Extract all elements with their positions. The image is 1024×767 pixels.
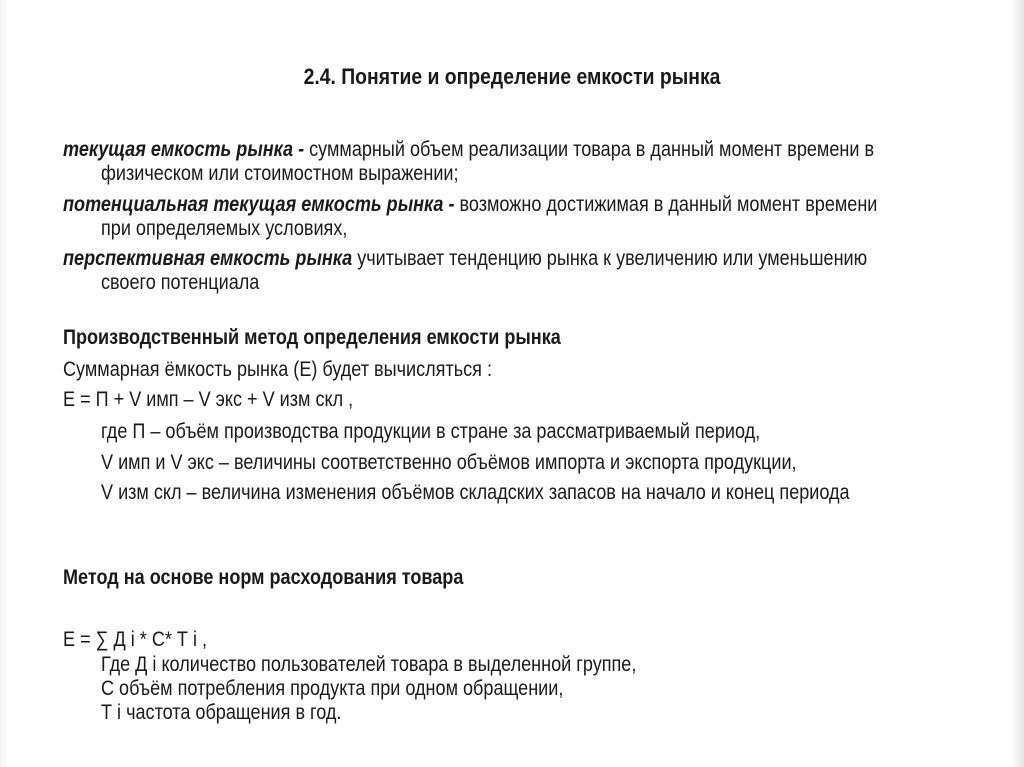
norms-method-heading: Метод на основе норм расходования товара [63,566,464,589]
norms-method-explanation: С объём потребления продукта при одном обращении, [101,677,564,700]
production-method-heading: Производственный метод определения емкости рынка [63,326,561,349]
definition-continuation: при определяемых условиях, [101,217,348,240]
definition-text: суммарный объем реализации товара в данный момент времени в [304,138,875,161]
norms-method-explanation: Т і частота обращения в год. [101,701,342,724]
production-method-intro: Суммарная ёмкость рынка (Е) будет вычисляться : [63,358,492,381]
definition-text: учитывает тенденцию рынка к увеличению или уменьшению [352,247,868,270]
definition-term: потенциальная текущая емкость рынка - [63,193,455,216]
definition-term: перспективная емкость рынка [63,247,353,270]
slide-title: 2.4. Понятие и определение емкости рынка [303,64,721,89]
production-method-explanation: V имп и V экс – величины соответственно объёмов импорта и экспорта продукции, [101,451,797,474]
definition-current [63,138,874,162]
production-method-formula: Е = П + V имп – V экс + V изм скл , [63,388,354,411]
definition-term: текущая емкость рынка - [63,138,305,161]
definition-perspective [63,247,867,271]
definition-text: возможно достижимая в данный момент времени [454,193,878,216]
production-method-explanation: где П – объём производства продукции в стране за рассматриваемый период, [101,420,761,443]
norms-method-explanation: Где Д і количество пользователей товара в выделенной группе, [101,653,637,676]
definition-potential [63,193,877,217]
production-method-explanation: V изм скл – величина изменения объёмов складских запасов на начало и конец периода [101,481,850,504]
slide-left-edge [0,0,8,767]
definition-continuation: физическом или стоимостном выражении; [101,162,459,185]
norms-method-formula: Е = ∑ Д і * С* Т і , [63,628,208,651]
slide-right-edge [1010,0,1024,767]
definition-continuation: своего потенциала [101,271,260,294]
